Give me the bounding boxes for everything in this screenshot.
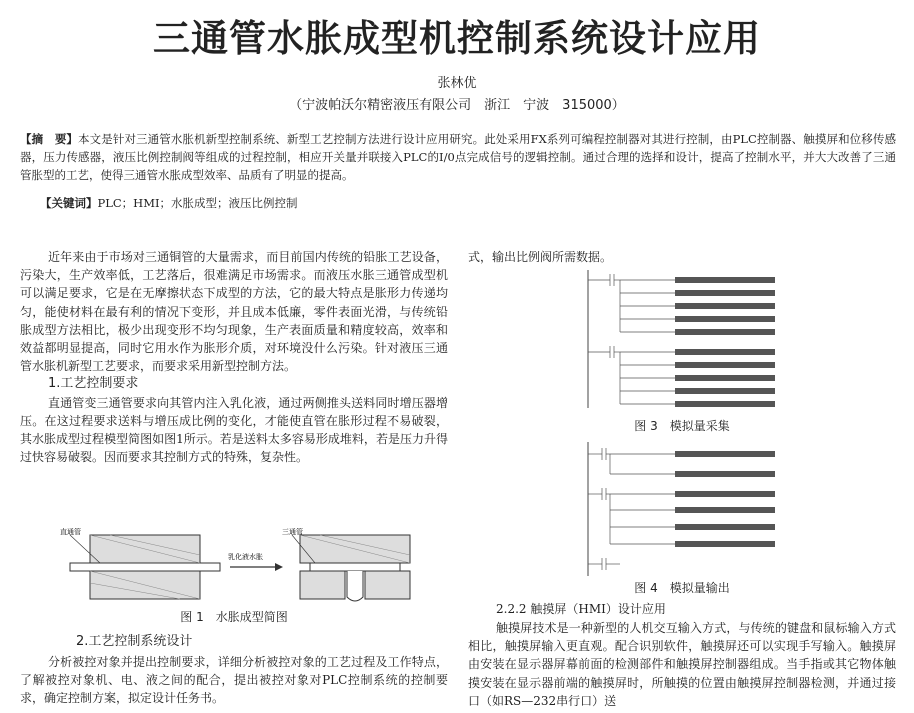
- affiliation: （宁波帕沃尔精密液压有限公司 浙江 宁波 315000）: [289, 98, 625, 113]
- abstract-label: 【摘 要】: [20, 132, 79, 146]
- figure-1-diagram: [60, 527, 440, 607]
- section-1-paragraph: 直通管变三通管要求向其管内注入乳化液，通过两侧推头送料同时增压器增压。在这过程要求送料与增压成比例的变化，才能使直管在胀形过程不易破裂，其水胀成型过程模型简图如图1所示。若是送料太多容易形成堆料，若是压力升得过快容易破裂。因而要求其控制方式的特殊，复杂性。: [20, 395, 448, 465]
- paper-title: 三通管水胀成型机控制系统设计应用: [153, 16, 761, 60]
- figure-1-caption: 图 1 水胀成型简图: [180, 610, 288, 624]
- subsection-2-2-2-heading: 2.2.2 触摸屏（HMI）设计应用: [496, 602, 666, 616]
- figure-4-caption: 图 4 模拟量输出: [634, 581, 730, 595]
- section-2-heading: 2.工艺控制系统设计: [76, 634, 193, 649]
- fig1-label-mid: 乳化液水胀: [228, 553, 263, 561]
- figure-3-caption: 图 3 模拟量采集: [634, 419, 730, 433]
- right-column-top: [468, 248, 896, 266]
- die-left: [70, 535, 220, 599]
- section-1-heading: 1.工艺控制要求: [48, 376, 139, 392]
- figure-4-ladder-diagram: [580, 440, 830, 578]
- section-2-text: [20, 653, 448, 708]
- author: 张林优: [437, 76, 477, 91]
- fig1-label-right: 三通管: [282, 528, 303, 536]
- fig1-label-left: 直通管: [60, 528, 81, 536]
- abstract: [20, 130, 896, 184]
- keywords-label: 【关键词】: [40, 196, 98, 210]
- arrow: [230, 563, 283, 571]
- section-2-paragraph: 分析被控对象并提出控制要求，详细分析被控对象的工艺过程及工作特点，了解被控对象机、电、液之间的配合，提出被控对象对PLC控制系统的控制要求，确定控制方案，拟定设计任务书。: [20, 655, 448, 706]
- keywords: [40, 195, 298, 211]
- abstract-text: 本文是针对三通管水胀机新型控制系统、新型工艺控制方法进行设计应用研究。此处采用FX系列可编程控制器对其进行控制，由PLC控制器、触摸屏和位移传感器，压力传感器，液压比例控制阀等组成的过程控制，相应开关量并联接入PLC的I/0点完成信号的逻辑控制。通过合理的选择和设计，提高了控制水平，并大大改善了三通管胀型的工艺，使得三通管水胀成型效率、品质有了明显的提高。: [20, 132, 896, 182]
- keywords-text: PLC；HMI；水胀成型；液压比例控制: [97, 196, 298, 210]
- right-continuation: 式，输出比例阀所需数据。: [468, 250, 613, 264]
- die-right: [300, 535, 410, 601]
- right-column-bottom: [468, 619, 896, 710]
- figure-3-ladder-diagram: [580, 268, 830, 410]
- hmi-paragraph: 触摸屏技术是一种新型的人机交互输入方式，与传统的键盘和鼠标输入方式相比，触摸屏输入更直观。配合识别软件，触摸屏还可以实现手写输入。触摸屏由安装在显示器屏幕前面的检测部件和触摸屏控制器组成。当手指或其它物体触摸安装在显示器前端的触摸屏时，所触摸的位置由触摸屏控制器检测，并通过接口（如RS—232串行口）送: [468, 621, 896, 708]
- intro-paragraph: 近年来由于市场对三通铜管的大量需求，而目前国内传统的铅胀工艺设备，污染大，生产效率低，工艺落后，很难满足市场需求。而液压水胀三通管成型机可以满足要求，它是在无摩擦状态下成型的方法，它的最大特点是胀形力传递均匀，能使材料在最有利的情况下变形，并且成本低廉，零件表面光滑，与传统铅胀成型方法相比，极少出现变形不均匀现象，生产表面质量和精度较高，效率和效益都明显提高，同时它用水作为胀形介质，对环境没什么污染。针对液压三通管水胀机新型工艺要求，而要求采用新型控制方法。: [20, 250, 448, 374]
- left-column: [20, 248, 448, 466]
